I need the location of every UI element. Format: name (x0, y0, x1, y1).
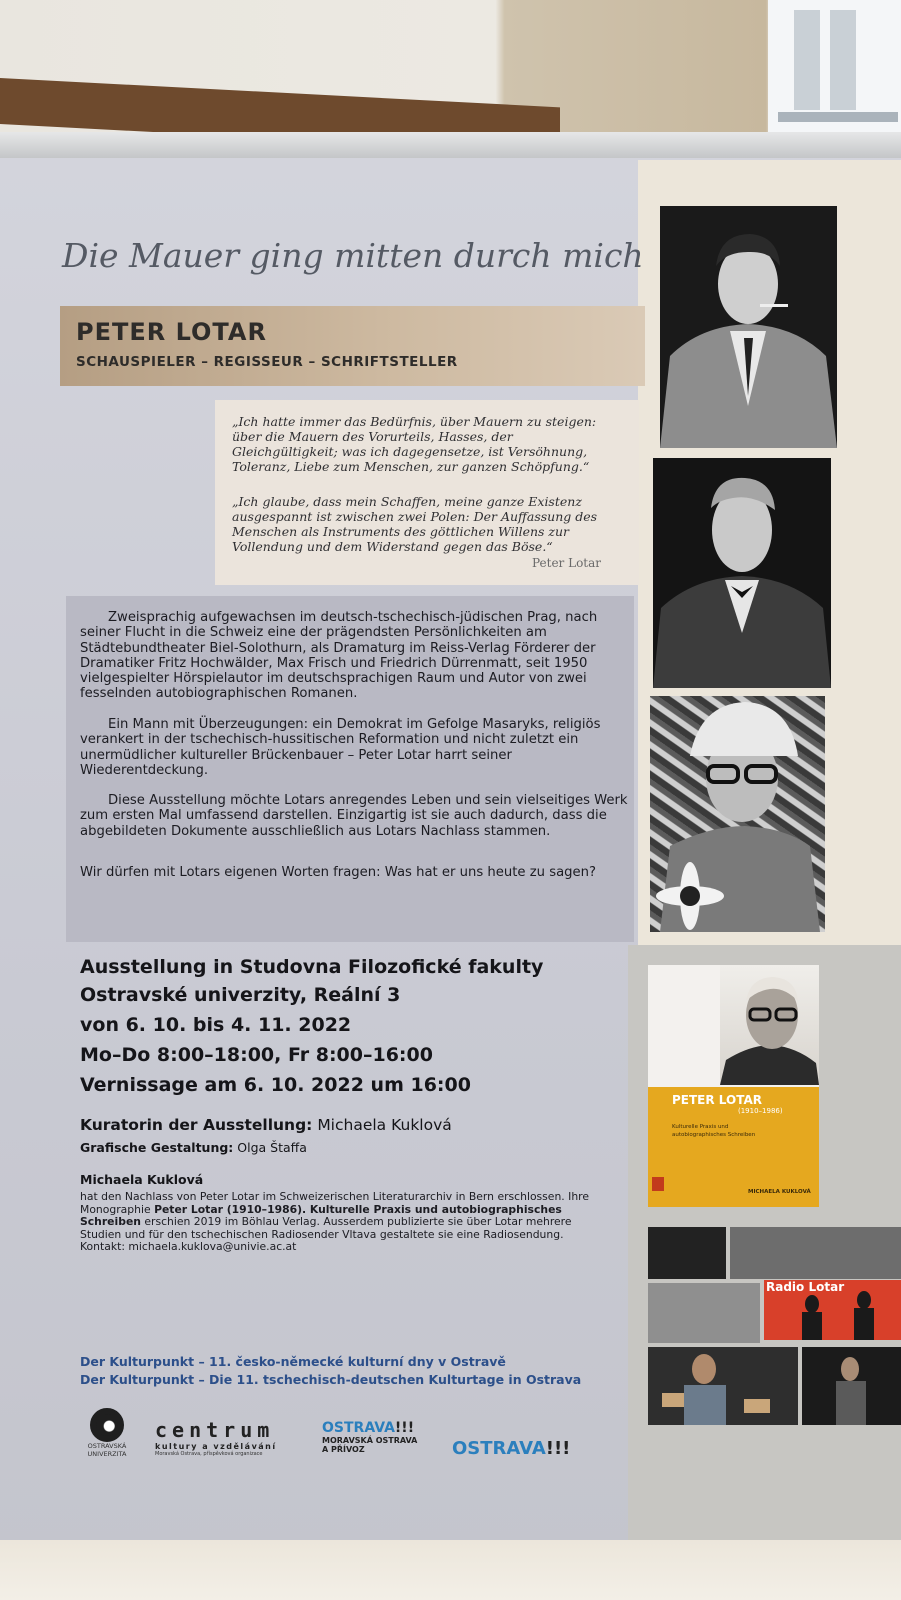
window (768, 0, 901, 135)
event-venue-line-2: Ostravské univerzity, Reální 3 (80, 984, 401, 1006)
radio-lotar-label: Radio Lotar (766, 1280, 845, 1294)
collage-photo-performer (802, 1347, 901, 1425)
kulturpunkt-czech: Der Kulturpunkt – 11. česko-německé kulturní dny v Ostravě (80, 1354, 506, 1369)
university-emblem-icon (90, 1408, 124, 1442)
radio-lotar-figures (764, 1280, 901, 1340)
collage-photo-building (648, 1283, 760, 1343)
portrait-photo-middle-age (653, 458, 831, 688)
ostrava-district-logo: OSTRAVA!!! MORAVSKÁ OSTRAVA A PŘÍVOZ (322, 1420, 418, 1454)
portrait-photo-young (660, 206, 837, 448)
quote-2: „Ich glaube, dass mein Schaffen, meine ganze Existenz ausgespannt ist zwischen zwei Polen: Der Auffassung des Menschen als Instruments des göttlichen Willens zur Vollendung und dem Widerstand gegen das Böse.“ (232, 494, 598, 554)
poster-title: Die Mauer ging mitten durch mich (62, 236, 644, 275)
book-subtitle: Kulturelle Praxis und autobiographisches Schreiben (672, 1124, 756, 1138)
curator-bio-heading: Michaela Kuklová (80, 1172, 204, 1187)
bio-paragraph-2: Ein Mann mit Überzeugungen: ein Demokrat im Gefolge Masaryks, religiös verankert in der tschechisch-hussitischen Reformation und nicht zuletzt ein unermüdlicher kultureller Brückenbauer – Peter Lotar harrt seiner Wiederentdeckung. (80, 717, 601, 778)
collage-photo-reading (730, 1227, 901, 1279)
event-vernissage: Vernissage am 6. 10. 2022 um 16:00 (80, 1074, 471, 1096)
portrait-photo-elderly-with-flowers (650, 696, 825, 932)
curator-bio-text: hat den Nachlass von Peter Lotar im Schweizerischen Literaturarchiv in Bern erschlossen. Ihre Monographie Peter Lotar (1910–1986). Kulturelle Praxis und autobiographisches Schreiben erschien 2019 im Böhlau Verlag. Ausserdem publizierte sie über Lotar mehrere Studien und für den tschechischen Radiosender Vltava gestaltete sie eine Radiosendung. Kontakt: michaela.kuklova@univie.ac.at (80, 1190, 590, 1254)
book-cover (648, 965, 819, 1207)
floor (0, 1540, 901, 1600)
design-credit-line: Grafische Gestaltung: Olga Štaffa (80, 1140, 307, 1155)
person-name: PETER LOTAR (76, 318, 267, 346)
event-dates: von 6. 10. bis 4. 11. 2022 (80, 1014, 352, 1036)
centrum-logo: centrum kultury a vzdělávání Moravská Ostrava, příspěvková organizace (155, 1418, 277, 1457)
publisher-mark-icon (652, 1177, 664, 1191)
book-title: PETER LOTAR (672, 1093, 762, 1107)
bio-paragraph-4: Wir dürfen mit Lotars eigenen Worten fragen: Was hat er uns heute zu sagen? (80, 865, 596, 880)
curator-line: Kuratorin der Ausstellung: Michaela Kuklová (80, 1116, 452, 1134)
ostrava-city-logo: OSTRAVA!!! (452, 1438, 571, 1459)
person-roles: SCHAUSPIELER – REGISSEUR – SCHRIFTSTELLER (76, 354, 458, 370)
book-years: (1910–1986) (738, 1107, 783, 1115)
collage-photo-stage (648, 1227, 726, 1279)
bio-paragraph-1: Zweisprachig aufgewachsen im deutsch-tschechisch-jüdischen Prag, nach seiner Flucht in die Schweiz eine der prägendsten Persönlichkeiten am Städtebundtheater Biel-Solothurn, als Dramaturg im Reiss-Verlag Förderer der Dramatiker Fritz Hochwälder, Max Frisch und Friedrich Dürrenmatt, seit 1950 vielgespielter Hörspielautor im deutschsprachigen Raum und Autor von zwei fesselnden autobiographischen Romanen. (80, 610, 598, 702)
collage-photo-actor (648, 1347, 798, 1425)
quote-1: „Ich hatte immer das Bedürfnis, über Mauern zu steigen: über die Mauern des Vorurteils, Hasses, der Gleichgültigkeit; was ich dagegensetze, ist Versöhnung, Toleranz, Liebe zum Menschen, zur ganzen Schöpfung.“ (232, 414, 597, 474)
event-venue-line-1: Ausstellung in Studovna Filozofické fakulty (80, 956, 544, 978)
kulturpunkt-german: Der Kulturpunkt – Die 11. tschechisch-deutschen Kulturtage in Ostrava (80, 1372, 582, 1387)
ostravska-univerzita-logo: OSTRAVSKÁ UNIVERZITA (82, 1408, 132, 1458)
quote-author: Peter Lotar (532, 556, 602, 570)
book-cover-photo (720, 965, 819, 1085)
bio-paragraph-3: Diese Ausstellung möchte Lotars anregendes Leben und sein vielseitiges Werk zum ersten Mal umfassend darstellen. Einzigartig ist sie auch dadurch, dass die abgebildeten Dokumente ausschließlich aus Lotars Nachlass stammen. (80, 793, 628, 839)
book-author: MICHAELA KUKLOVÁ (748, 1189, 811, 1195)
event-hours: Mo–Do 8:00–18:00, Fr 8:00–16:00 (80, 1044, 433, 1066)
